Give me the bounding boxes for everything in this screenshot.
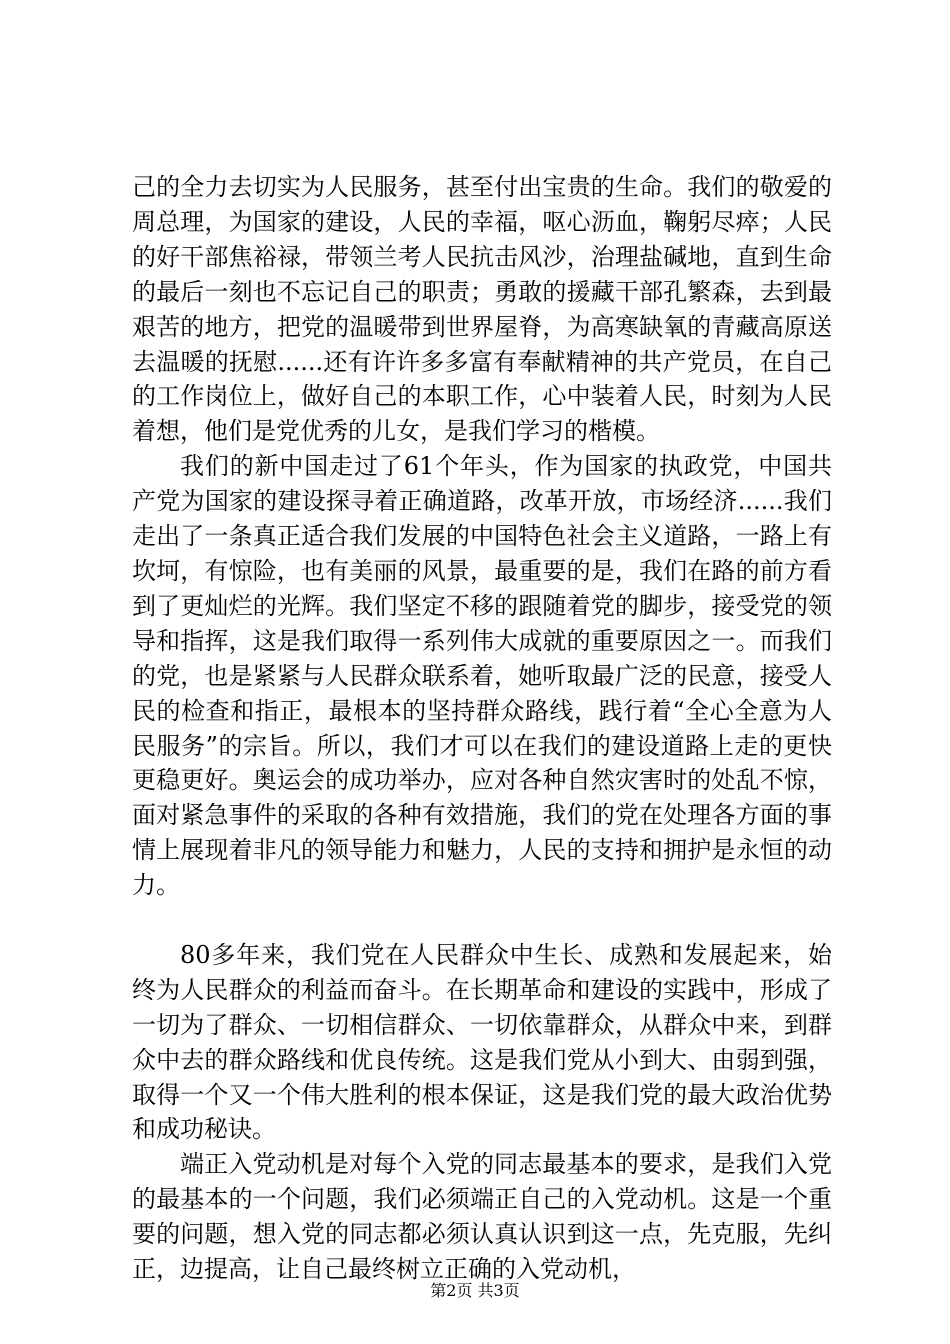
paragraph-2: 我们的新中国走过了61个年头，作为国家的执政党，中国共产党为国家的建设探寻着正确道路，改革开放，市场经济......我们走出了一条真正适合我们发展的中国特色社会主义道路，一路上有坎坷，有惊险，也有美丽的风景，最重要的是，我们在路的前方看到了更灿烂的光辉。我们坚定不移的跟随着党的脚步，接受党的领导和指挥，这是我们取得一系列伟大成就的重要原因之一。而我们的党，也是紧紧与人民群众联系着，她听取最广泛的民意，接受人民的检查和指正，最根本的坚持群众路线，践行着“全心全意为人民服务”的宗旨。所以，我们才可以在我们的建设道路上走的更快更稳更好。奥运会的成功举办，应对各种自然灾害时的处乱不惊，面对紧急事件的采取的各种有效措施，我们的党在处理各方面的事情上展现着非凡的领导能力和魅力，人民的支持和拥护是永恒的动力。 [132, 452, 832, 900]
document-body [132, 170, 832, 1287]
paragraph-1: 己的全力去切实为人民服务，甚至付出宝贵的生命。我们的敬爱的周总理，为国家的建设，人民的幸福，呕心沥血，鞠躬尽瘁；人民的好干部焦裕禄，带领兰考人民抗击风沙，治理盐碱地，直到生命的最后一刻也不忘记自己的职责；勇敢的援藏干部孔繁森，去到最艰苦的地方，把党的温暖带到世界屋脊，为高寒缺氧的青藏高原送去温暖的抚慰......还有许许多多富有奉献精神的共产党员，在自己的工作岗位上，做好自己的本职工作，心中装着人民，时刻为人民着想，他们是党优秀的儿女，是我们学习的楷模。 [132, 173, 832, 446]
paragraph-3: 80多年来，我们党在人民群众中生长、成熟和发展起来，始终为人民群众的利益而奋斗。在长期革命和建设的实践中，形成了一切为了群众、一切相信群众、一切依靠群众，从群众中来，到群众中去的群众路线和优良传统。这是我们党从小到大、由弱到强，取得一个又一个伟大胜利的根本保证，这是我们党的最大政治优势和成功秘诀。 [132, 940, 832, 1144]
paragraph-4: 端正入党动机是对每个入党的同志最基本的要求，是我们入党的最基本的一个问题，我们必须端正自己的入党动机。这是一个重要的问题，想入党的同志都必须认真认识到这一点，先克服，先纠正，边提高，让自己最终树立正确的入党动机， [132, 1150, 832, 1284]
page-footer: 第2页 共3页 [430, 1281, 520, 1300]
